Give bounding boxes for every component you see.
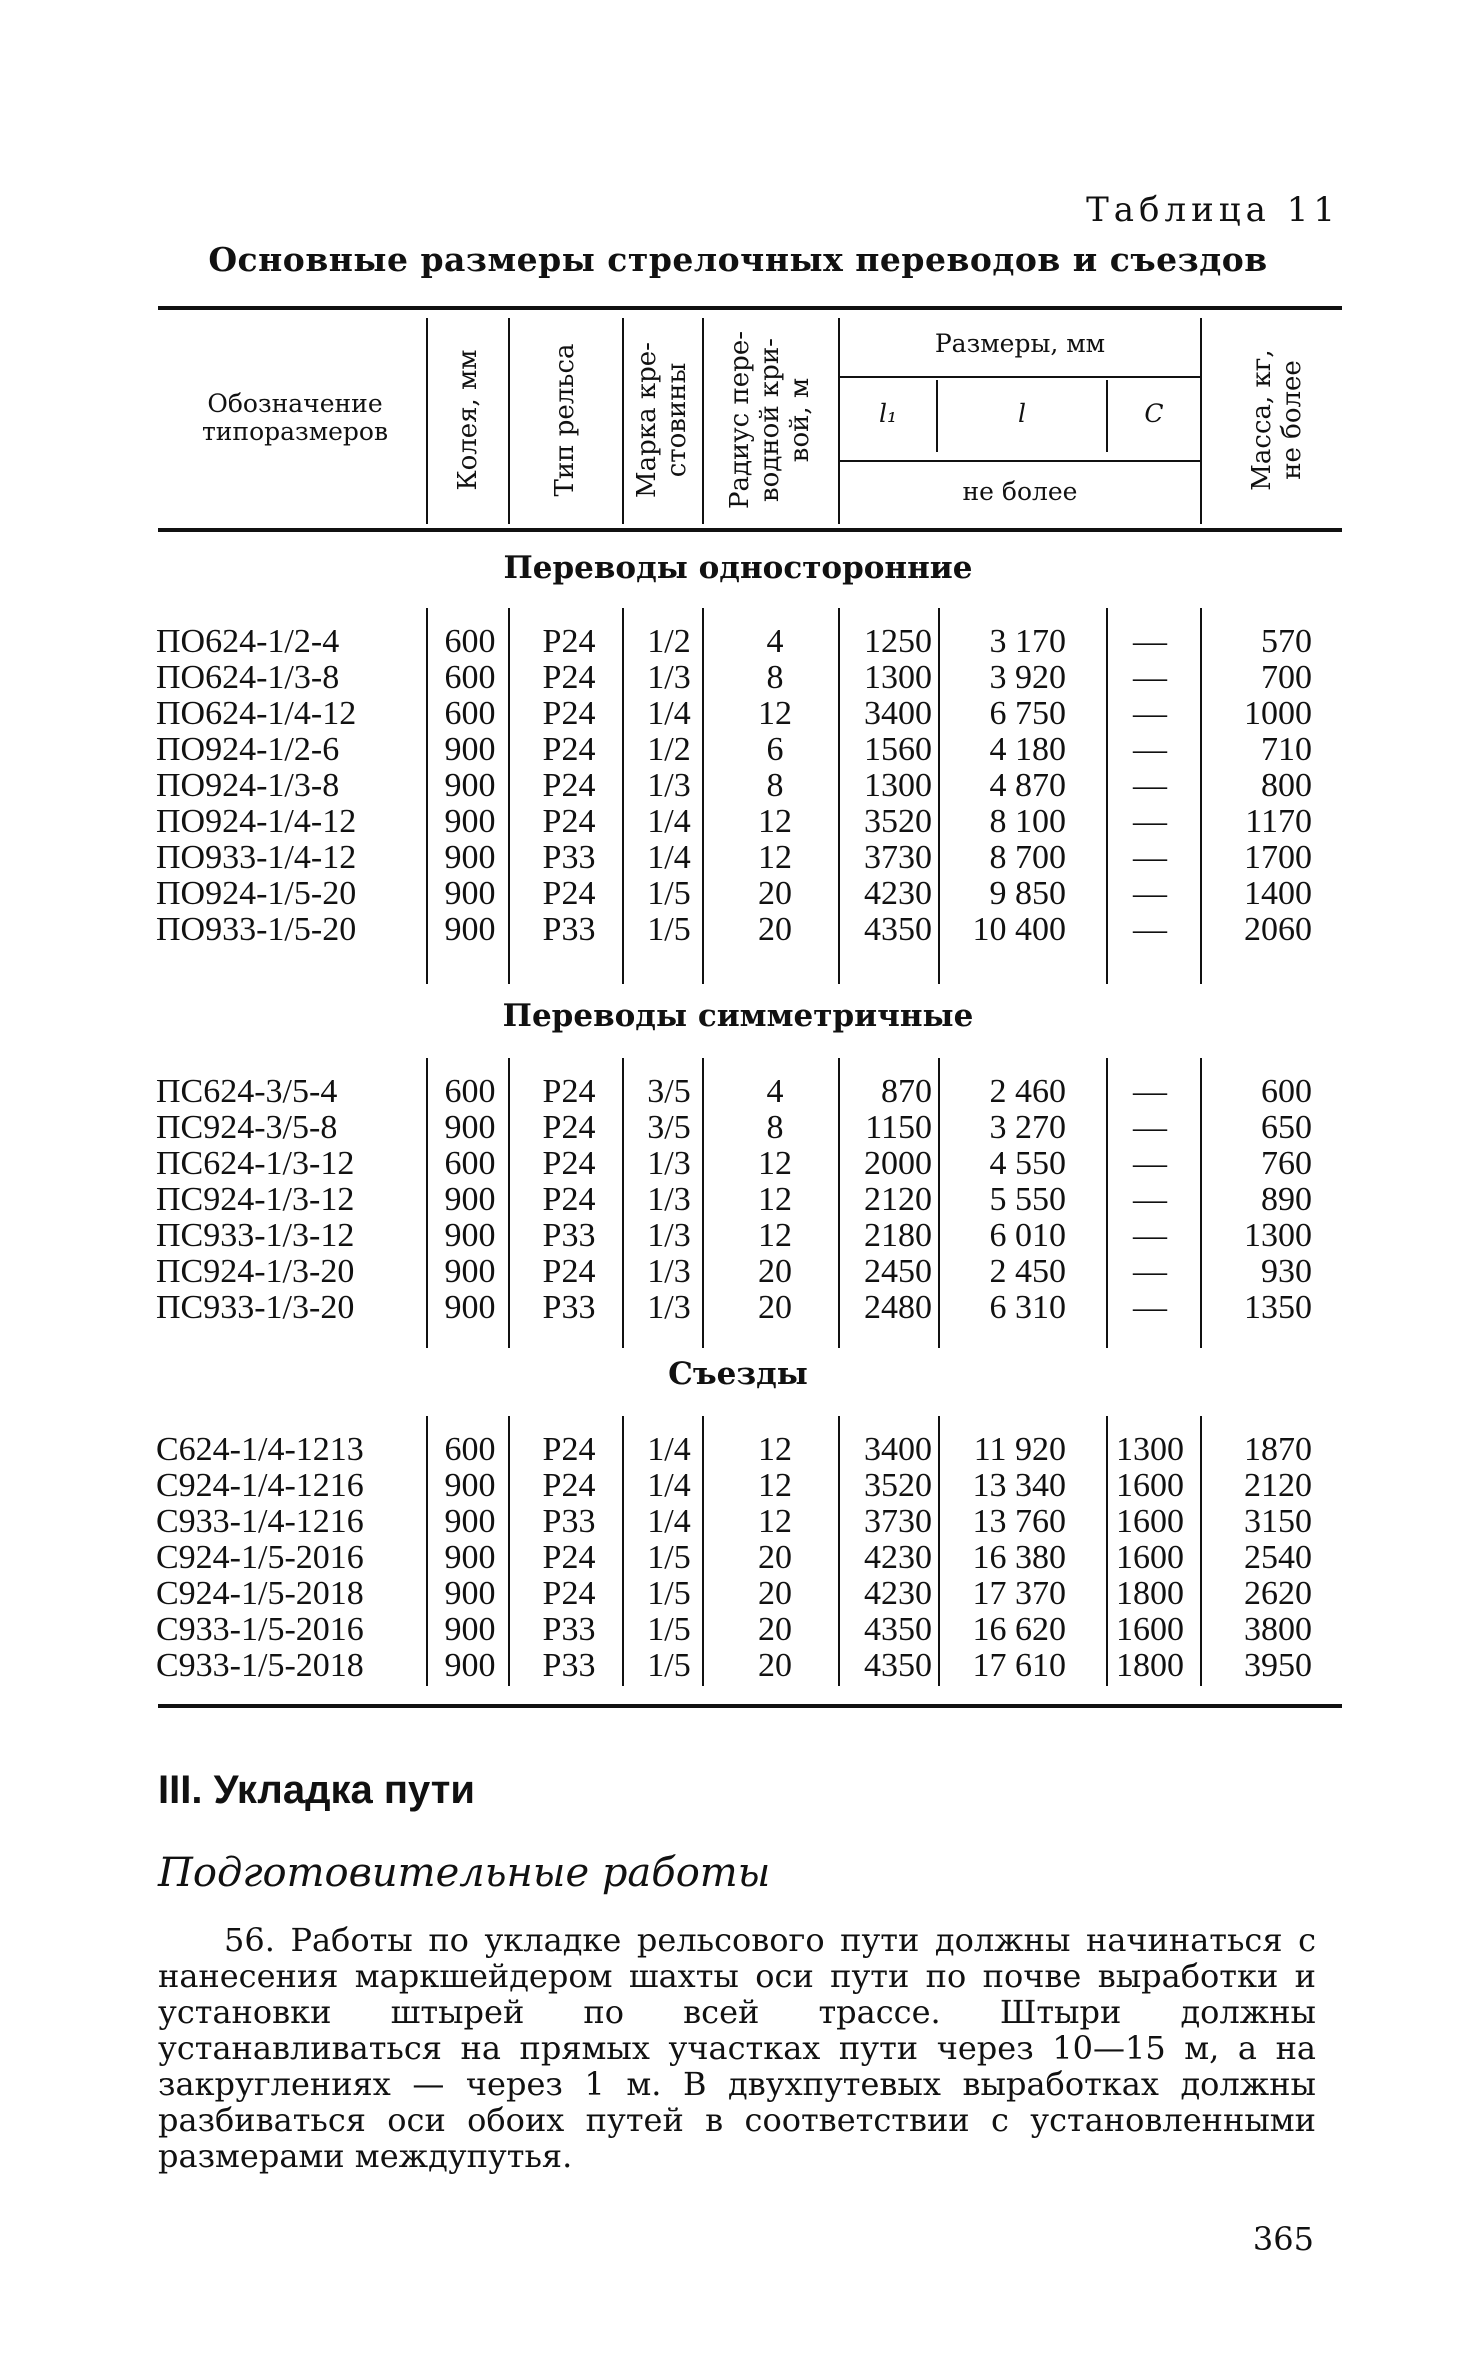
cell-frog: 3/5 [647, 1109, 691, 1146]
cell-l1: 3730 [864, 1503, 932, 1540]
cell-l1: 3400 [864, 695, 932, 732]
header-c: C [1144, 399, 1164, 428]
cell-c: — [1133, 1253, 1167, 1290]
cell-l: 5 550 [989, 1181, 1066, 1218]
table-row [0, 768, 1476, 804]
cell-rail: Р24 [542, 1431, 596, 1468]
cell-l: 3 270 [989, 1109, 1066, 1146]
header-radius-line1: Радиус пере- [725, 331, 755, 509]
cell-l1: 4230 [864, 1539, 932, 1576]
cell-radius: 12 [758, 803, 792, 840]
cell-gauge: 900 [444, 1575, 496, 1612]
cell-gauge: 900 [444, 1647, 496, 1684]
header-dims-rule [840, 460, 1200, 462]
cell-l: 17 370 [972, 1575, 1066, 1612]
cell-frog: 1/3 [647, 1145, 691, 1182]
cell-rail: Р33 [542, 1217, 596, 1254]
cell-gauge: 900 [444, 1467, 496, 1504]
cell-name: ПС924-1/3-20 [156, 1253, 355, 1290]
cell-c: — [1133, 911, 1167, 948]
cell-gauge: 900 [444, 1289, 496, 1326]
cell-l1: 4350 [864, 911, 932, 948]
cell-frog: 1/5 [647, 875, 691, 912]
cell-l1: 870 [881, 1073, 932, 1110]
cell-name: С924-1/4-1216 [156, 1467, 364, 1504]
cell-l1: 1250 [864, 623, 932, 660]
header-dimensions: Размеры, мм [934, 329, 1106, 358]
cell-name: С924-1/5-2018 [156, 1575, 364, 1612]
cell-name: ПС624-3/5-4 [156, 1073, 338, 1110]
table-row [0, 732, 1476, 768]
table-header-bottom-rule [158, 528, 1342, 532]
cell-radius: 20 [758, 1539, 792, 1576]
cell-radius: 12 [758, 1467, 792, 1504]
cell-l1: 1300 [864, 659, 932, 696]
cell-name: ПС624-1/3-12 [156, 1145, 355, 1182]
cell-gauge: 600 [444, 1431, 496, 1468]
cell-c: — [1133, 1217, 1167, 1254]
cell-radius: 12 [758, 1145, 792, 1182]
header-radius-line3: вой, м [785, 377, 815, 463]
cell-c: 1600 [1116, 1467, 1184, 1504]
header-frog-line1: Марка кре- [632, 342, 662, 498]
cell-mass: 1300 [1244, 1217, 1312, 1254]
table-row [0, 1612, 1476, 1648]
cell-mass: 1170 [1245, 803, 1312, 840]
header-frog-line2: стовины [662, 362, 692, 478]
cell-name: ПС933-1/3-20 [156, 1289, 355, 1326]
cell-mass: 2540 [1244, 1539, 1312, 1576]
cell-mass: 1400 [1244, 875, 1312, 912]
cell-c: — [1133, 1073, 1167, 1110]
cell-l: 6 010 [989, 1217, 1066, 1254]
cell-c: — [1133, 659, 1167, 696]
body-paragraph: 56. Работы по укладке рельсового пути должны начинаться с нанесения маркшейдером шахты оси пути по почве выработки и установки штырей по всей трассе. Штыри должны устанавливаться на прямых участках пути через 10—15 м, а на закруглениях — через 1 м. В двухпутевых выработках должны разбиваться оси обоих путей в соответствии с установленными размерами междупутья. [158, 1921, 1316, 2175]
cell-rail: Р33 [542, 1647, 596, 1684]
header-radius-line2: водной кри- [755, 338, 785, 502]
cell-frog: 1/3 [647, 1289, 691, 1326]
cell-name: ПО924-1/5-20 [156, 875, 357, 912]
cell-l: 16 380 [972, 1539, 1066, 1576]
cell-frog: 1/5 [647, 1575, 691, 1612]
cell-radius: 20 [758, 875, 792, 912]
cell-radius: 12 [758, 1431, 792, 1468]
table-row [0, 1254, 1476, 1290]
cell-rail: Р24 [542, 1253, 596, 1290]
cell-frog: 1/3 [647, 1217, 691, 1254]
cell-radius: 12 [758, 1217, 792, 1254]
cell-frog: 1/4 [647, 839, 691, 876]
cell-rail: Р24 [542, 875, 596, 912]
table-row [0, 1504, 1476, 1540]
header-not-more: не более [962, 477, 1078, 506]
cell-mass: 710 [1261, 731, 1312, 768]
cell-l1: 4230 [864, 875, 932, 912]
cell-radius: 20 [758, 1289, 792, 1326]
cell-l1: 2180 [864, 1217, 932, 1254]
cell-name: ПО624-1/3-8 [156, 659, 340, 696]
table-row [0, 1432, 1476, 1468]
section-title: Переводы симметричные [502, 998, 974, 1034]
cell-name: С933-1/4-1216 [156, 1503, 364, 1540]
cell-rail: Р24 [542, 1181, 596, 1218]
cell-mass: 930 [1261, 1253, 1312, 1290]
cell-mass: 650 [1261, 1109, 1312, 1146]
cell-rail: Р24 [542, 803, 596, 840]
header-l1: l₁ [878, 399, 898, 428]
cell-mass: 800 [1261, 767, 1312, 804]
cell-mass: 600 [1261, 1073, 1312, 1110]
cell-mass: 1700 [1244, 839, 1312, 876]
cell-c: — [1133, 1289, 1167, 1326]
cell-name: С624-1/4-1213 [156, 1431, 364, 1468]
header-l: l [1018, 399, 1026, 428]
cell-c: — [1133, 875, 1167, 912]
cell-c: — [1133, 803, 1167, 840]
cell-radius: 12 [758, 1181, 792, 1218]
header-radius [725, 320, 815, 520]
header-frog [632, 320, 692, 520]
cell-rail: Р33 [542, 911, 596, 948]
cell-l: 10 400 [972, 911, 1066, 948]
cell-frog: 1/4 [647, 695, 691, 732]
cell-c: 1300 [1116, 1431, 1184, 1468]
cell-rail: Р33 [542, 839, 596, 876]
cell-l: 3 170 [989, 623, 1066, 660]
table-row [0, 1182, 1476, 1218]
cell-gauge: 900 [444, 1611, 496, 1648]
cell-l: 16 620 [972, 1611, 1066, 1648]
header-designation: Обозначение типоразмеров [201, 389, 389, 446]
cell-radius: 12 [758, 695, 792, 732]
cell-rail: Р24 [542, 659, 596, 696]
cell-mass: 3800 [1244, 1611, 1312, 1648]
cell-gauge: 900 [444, 803, 496, 840]
cell-gauge: 600 [444, 659, 496, 696]
cell-rail: Р24 [542, 767, 596, 804]
cell-mass: 1870 [1244, 1431, 1312, 1468]
cell-radius: 20 [758, 1647, 792, 1684]
cell-l: 11 920 [973, 1431, 1066, 1468]
header-divider [622, 318, 624, 524]
header-divider [702, 318, 704, 524]
cell-mass: 2620 [1244, 1575, 1312, 1612]
cell-rail: Р33 [542, 1611, 596, 1648]
cell-l: 13 760 [972, 1503, 1066, 1540]
cell-mass: 890 [1261, 1181, 1312, 1218]
cell-l1: 4350 [864, 1611, 932, 1648]
cell-mass: 3950 [1244, 1647, 1312, 1684]
table-row [0, 1218, 1476, 1254]
table-bottom-rule [158, 1704, 1342, 1708]
table-row [0, 1468, 1476, 1504]
table-row [0, 624, 1476, 660]
cell-l1: 2120 [864, 1181, 932, 1218]
cell-l1: 3520 [864, 1467, 932, 1504]
cell-radius: 8 [766, 767, 784, 804]
cell-l1: 4230 [864, 1575, 932, 1612]
table-row [0, 840, 1476, 876]
header-rail-type: Тип рельса [550, 343, 580, 497]
table-row [0, 1540, 1476, 1576]
header-divider [426, 318, 428, 524]
cell-l1: 2000 [864, 1145, 932, 1182]
cell-mass: 760 [1261, 1145, 1312, 1182]
cell-radius: 4 [766, 623, 784, 660]
cell-rail: Р24 [542, 1575, 596, 1612]
cell-radius: 20 [758, 1253, 792, 1290]
cell-frog: 1/5 [647, 911, 691, 948]
cell-l: 8 100 [989, 803, 1066, 840]
cell-gauge: 900 [444, 911, 496, 948]
cell-name: ПС924-1/3-12 [156, 1181, 355, 1218]
cell-mass: 2060 [1244, 911, 1312, 948]
cell-name: ПС933-1/3-12 [156, 1217, 355, 1254]
cell-l: 4 550 [989, 1145, 1066, 1182]
cell-name: С933-1/5-2016 [156, 1611, 364, 1648]
cell-l1: 2450 [864, 1253, 932, 1290]
table-row [0, 1576, 1476, 1612]
cell-radius: 20 [758, 1575, 792, 1612]
cell-l: 3 920 [989, 659, 1066, 696]
cell-radius: 20 [758, 911, 792, 948]
table-top-rule [158, 306, 1342, 310]
cell-name: ПО933-1/5-20 [156, 911, 357, 948]
cell-l: 4 180 [989, 731, 1066, 768]
cell-gauge: 600 [444, 623, 496, 660]
cell-rail: Р24 [542, 1467, 596, 1504]
cell-rail: Р24 [542, 1073, 596, 1110]
cell-c: — [1133, 695, 1167, 732]
cell-gauge: 900 [444, 875, 496, 912]
header-mass-line2: не более [1277, 360, 1307, 480]
cell-frog: 1/4 [647, 803, 691, 840]
cell-l1: 1560 [864, 731, 932, 768]
cell-c: — [1133, 839, 1167, 876]
cell-gauge: 900 [444, 731, 496, 768]
cell-frog: 1/4 [647, 1431, 691, 1468]
table-row [0, 1110, 1476, 1146]
cell-name: ПО624-1/4-12 [156, 695, 357, 732]
cell-name: С933-1/5-2018 [156, 1647, 364, 1684]
cell-l: 8 700 [989, 839, 1066, 876]
cell-rail: Р24 [542, 731, 596, 768]
cell-l1: 3730 [864, 839, 932, 876]
header-divider [1200, 318, 1202, 524]
cell-c: 1800 [1116, 1647, 1184, 1684]
cell-c: 1600 [1116, 1503, 1184, 1540]
cell-gauge: 900 [444, 1503, 496, 1540]
cell-frog: 1/2 [647, 731, 691, 768]
cell-frog: 1/4 [647, 1467, 691, 1504]
cell-rail: Р33 [542, 1289, 596, 1326]
cell-mass: 1000 [1244, 695, 1312, 732]
header-gauge: Колея, мм [453, 349, 483, 491]
cell-frog: 1/5 [647, 1611, 691, 1648]
header-mass-line1: Масса, кг, [1247, 349, 1277, 491]
cell-c: — [1133, 1145, 1167, 1182]
section-title: Переводы односторонние [503, 550, 973, 586]
cell-l: 2 460 [989, 1073, 1066, 1110]
cell-radius: 6 [766, 731, 784, 768]
cell-l: 13 340 [972, 1467, 1066, 1504]
cell-mass: 700 [1261, 659, 1312, 696]
cell-c: 1600 [1116, 1611, 1184, 1648]
cell-radius: 20 [758, 1611, 792, 1648]
cell-rail: Р24 [542, 1539, 596, 1576]
cell-gauge: 900 [444, 1253, 496, 1290]
cell-mass: 3150 [1244, 1503, 1312, 1540]
cell-l: 2 450 [989, 1253, 1066, 1290]
cell-frog: 1/3 [647, 1253, 691, 1290]
cell-gauge: 900 [444, 1217, 496, 1254]
cell-c: — [1133, 731, 1167, 768]
cell-radius: 12 [758, 1503, 792, 1540]
cell-rail: Р33 [542, 1503, 596, 1540]
cell-radius: 12 [758, 839, 792, 876]
table-row [0, 1146, 1476, 1182]
cell-mass: 1350 [1244, 1289, 1312, 1326]
cell-frog: 1/3 [647, 1181, 691, 1218]
cell-rail: Р24 [542, 695, 596, 732]
cell-gauge: 900 [444, 839, 496, 876]
table-row [0, 696, 1476, 732]
cell-frog: 1/3 [647, 659, 691, 696]
cell-radius: 8 [766, 1109, 784, 1146]
cell-rail: Р24 [542, 623, 596, 660]
cell-name: ПО624-1/2-4 [156, 623, 340, 660]
header-divider [508, 318, 510, 524]
cell-c: — [1133, 1109, 1167, 1146]
cell-gauge: 600 [444, 695, 496, 732]
page-number: 365 [1252, 2220, 1314, 2258]
cell-radius: 8 [766, 659, 784, 696]
table-title: Основные размеры стрелочных переводов и съездов [208, 240, 1268, 279]
cell-mass: 2120 [1244, 1467, 1312, 1504]
header-dims-rule [840, 376, 1200, 378]
cell-mass: 570 [1261, 623, 1312, 660]
cell-gauge: 600 [444, 1073, 496, 1110]
cell-l1: 3520 [864, 803, 932, 840]
cell-l1: 2480 [864, 1289, 932, 1326]
cell-frog: 3/5 [647, 1073, 691, 1110]
cell-c: 1800 [1116, 1575, 1184, 1612]
cell-name: ПО933-1/4-12 [156, 839, 357, 876]
section-title: Съезды [668, 1356, 808, 1392]
cell-l1: 3400 [864, 1431, 932, 1468]
cell-gauge: 900 [444, 1109, 496, 1146]
cell-l1: 1150 [865, 1109, 932, 1146]
table-row [0, 876, 1476, 912]
cell-frog: 1/4 [647, 1503, 691, 1540]
table-row [0, 804, 1476, 840]
cell-l: 9 850 [989, 875, 1066, 912]
cell-l1: 1300 [864, 767, 932, 804]
table-row [0, 1290, 1476, 1326]
cell-frog: 1/5 [647, 1647, 691, 1684]
header-mass [1247, 320, 1307, 520]
table-row [0, 912, 1476, 948]
cell-name: С924-1/5-2016 [156, 1539, 364, 1576]
chapter-heading: III. Укладка пути [158, 1768, 475, 1812]
cell-l: 6 310 [989, 1289, 1066, 1326]
cell-c: — [1133, 1181, 1167, 1218]
cell-name: ПО924-1/3-8 [156, 767, 340, 804]
cell-l: 17 610 [972, 1647, 1066, 1684]
cell-l: 6 750 [989, 695, 1066, 732]
cell-name: ПС924-3/5-8 [156, 1109, 338, 1146]
cell-rail: Р24 [542, 1145, 596, 1182]
cell-l: 4 870 [989, 767, 1066, 804]
cell-gauge: 900 [444, 767, 496, 804]
cell-rail: Р24 [542, 1109, 596, 1146]
section-subheading: Подготовительные работы [158, 1850, 771, 1896]
cell-c: — [1133, 767, 1167, 804]
cell-gauge: 900 [444, 1539, 496, 1576]
cell-gauge: 900 [444, 1181, 496, 1218]
cell-name: ПО924-1/4-12 [156, 803, 357, 840]
table-row [0, 1074, 1476, 1110]
table-row [0, 1648, 1476, 1684]
table-row [0, 660, 1476, 696]
cell-frog: 1/5 [647, 1539, 691, 1576]
cell-frog: 1/2 [647, 623, 691, 660]
cell-c: — [1133, 623, 1167, 660]
cell-gauge: 600 [444, 1145, 496, 1182]
cell-frog: 1/3 [647, 767, 691, 804]
cell-l1: 4350 [864, 1647, 932, 1684]
cell-name: ПО924-1/2-6 [156, 731, 340, 768]
cell-c: 1600 [1116, 1539, 1184, 1576]
cell-radius: 4 [766, 1073, 784, 1110]
table-label: Таблица 11 [1086, 190, 1340, 230]
